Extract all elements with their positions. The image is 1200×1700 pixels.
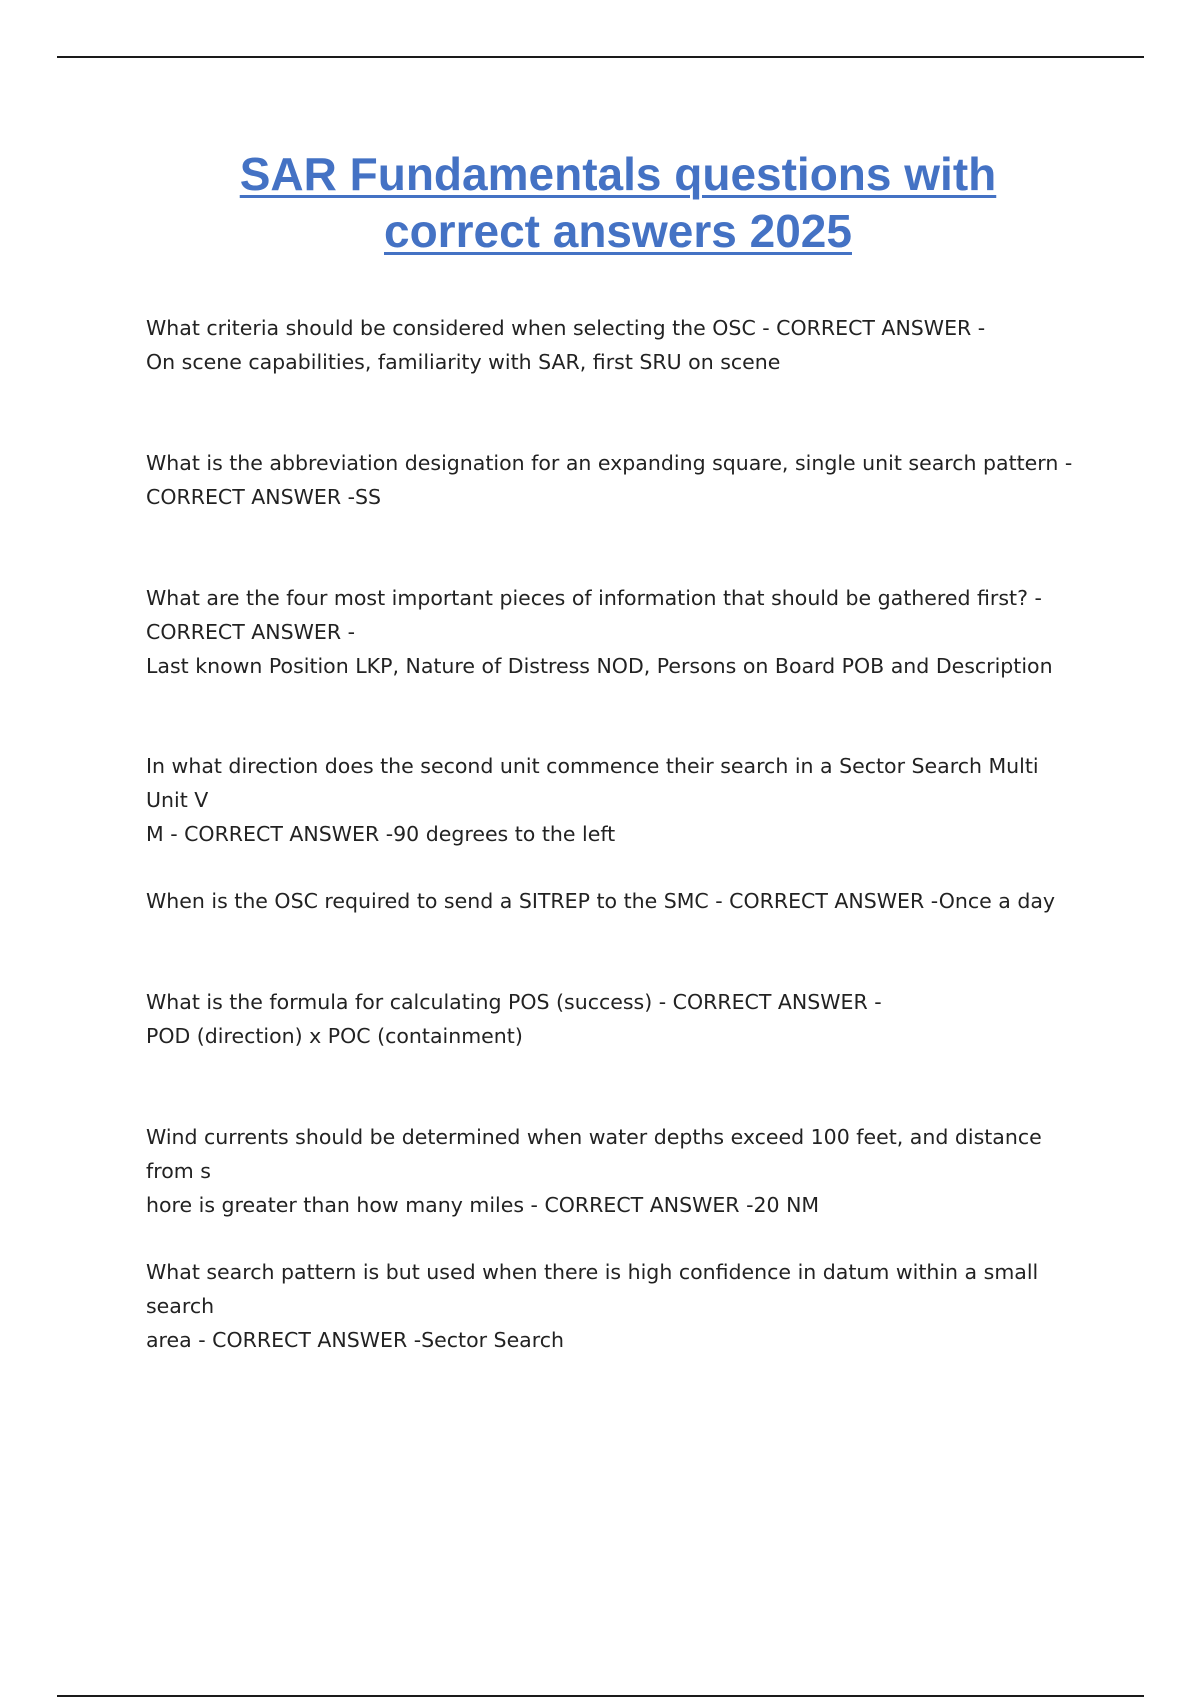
document-title [150,146,1086,260]
qa-item-5: When is the OSC required to send a SITREP to the SMC - CORRECT ANSWER -Once a day [146,889,1056,913]
qa-item-8: What search pattern is but used when there is high confidence in datum within a small search area - CORRECT ANSWER -Sector Search [146,1260,1039,1352]
qa-item-2: What is the abbreviation designation for an expanding square, single unit search pattern - CORRECT ANSWER -SS [146,451,1073,509]
qa-item-3: What are the four most important pieces of information that should be gathered first? - CORRECT ANSWER - Last known Position LKP, Nature of Distress NOD, Persons on Board POB and Description [146,586,1053,678]
qa-item-7: Wind currents should be determined when water depths exceed 100 feet, and distance from s hore is greater than how many miles - CORRECT ANSWER -20 NM [146,1125,1042,1217]
qa-item-6: What is the formula for calculating POS (success) - CORRECT ANSWER - POD (direction) x POC (containment) [146,990,882,1048]
bottom-rule [57,1695,1144,1697]
qa-item-1: What criteria should be considered when selecting the OSC - CORRECT ANSWER - On scene capabilities, familiarity with SAR, first SRU on scene [146,316,986,374]
title-line-2: correct answers 2025 [384,205,852,257]
title-line-1: SAR Fundamentals questions with [239,148,997,200]
qa-item-4: In what direction does the second unit commence their search in a Sector Search Multi Unit V M - CORRECT ANSWER -90 degrees to the left [146,754,1039,846]
top-rule [57,56,1144,58]
